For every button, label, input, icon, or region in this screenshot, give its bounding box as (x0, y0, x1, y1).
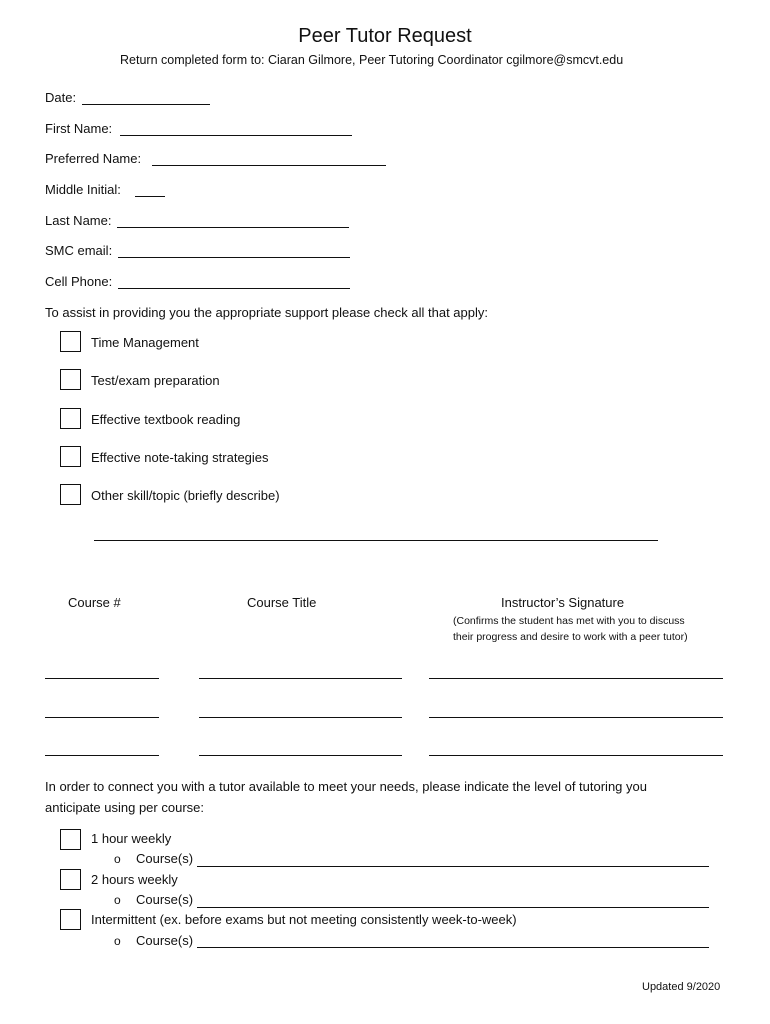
form-title: Peer Tutor Request (298, 25, 472, 47)
middle-initial-label: Middle Initial: (45, 182, 121, 197)
preferred-name-label: Preferred Name: (45, 151, 142, 166)
instructor-signature-field-1[interactable] (429, 678, 723, 679)
cell-phone-label: Cell Phone: (45, 274, 113, 289)
course-number-field-2[interactable] (45, 717, 159, 718)
smc-email-field[interactable] (118, 257, 350, 258)
last-name-field[interactable] (117, 227, 349, 228)
checkbox-textbook-reading[interactable] (60, 408, 81, 429)
middle-initial-field[interactable] (135, 196, 165, 197)
option-textbook-reading: Effective textbook reading (91, 412, 241, 427)
option-intermittent: Intermittent (ex. before exams but not meeting consistently week-to-week) (91, 912, 517, 927)
first-name-field[interactable] (120, 135, 352, 136)
course-number-field-1[interactable] (45, 678, 159, 679)
checkbox-1-hour-weekly[interactable] (60, 829, 81, 850)
checkbox-other-skill[interactable] (60, 484, 81, 505)
tutoring-prompt-line-1: In order to connect you with a tutor available to meet your needs, please indicate the level of tutoring you (45, 779, 647, 794)
bullet-icon: o (114, 852, 121, 866)
course-number-field-3[interactable] (45, 755, 159, 756)
course-title-field-3[interactable] (199, 755, 402, 756)
tutoring-prompt-line-2: anticipate using per course: (45, 800, 204, 815)
last-name-label: Last Name: (45, 213, 112, 228)
bullet-icon: o (114, 893, 121, 907)
course-number-header: Course # (68, 595, 121, 610)
course-title-header: Course Title (247, 595, 317, 610)
option-test-prep: Test/exam preparation (91, 373, 220, 388)
course-label-1: Course(s) (136, 851, 194, 866)
bullet-icon: o (114, 934, 121, 948)
option-1-hour-weekly: 1 hour weekly (91, 831, 172, 846)
course-field-intermittent[interactable] (197, 947, 709, 948)
signature-note-line-1: (Confirms the student has met with you to discuss (453, 615, 685, 627)
smc-email-label: SMC email: (45, 243, 113, 258)
other-skill-description-field[interactable] (94, 540, 658, 541)
checkbox-test-prep[interactable] (60, 369, 81, 390)
checkbox-time-management[interactable] (60, 331, 81, 352)
course-field-2-hours[interactable] (197, 907, 709, 908)
form-subtitle: Return completed form to: Ciaran Gilmore, Peer Tutoring Coordinator cgilmore@smcvt.edu (120, 53, 624, 67)
course-label-2: Course(s) (136, 892, 194, 907)
cell-phone-field[interactable] (118, 288, 350, 289)
instructor-signature-field-3[interactable] (429, 755, 723, 756)
option-2-hours-weekly: 2 hours weekly (91, 872, 178, 887)
signature-note-line-2: their progress and desire to work with a peer tutor) (453, 631, 688, 643)
preferred-name-field[interactable] (152, 165, 386, 166)
option-other-skill: Other skill/topic (briefly describe) (91, 488, 280, 503)
updated-date: Updated 9/2020 (642, 981, 721, 993)
support-prompt: To assist in providing you the appropriate support please check all that apply: (45, 305, 488, 320)
option-note-taking: Effective note-taking strategies (91, 450, 269, 465)
course-title-field-2[interactable] (199, 717, 402, 718)
date-field[interactable] (82, 104, 210, 105)
instructor-signature-header: Instructor’s Signature (501, 595, 625, 610)
first-name-label: First Name: (45, 121, 113, 136)
option-time-management: Time Management (91, 335, 199, 350)
course-field-1-hour[interactable] (197, 866, 709, 867)
checkbox-intermittent[interactable] (60, 909, 81, 930)
course-label-3: Course(s) (136, 933, 194, 948)
course-title-field-1[interactable] (199, 678, 402, 679)
instructor-signature-field-2[interactable] (429, 717, 723, 718)
date-label: Date: (45, 90, 77, 105)
checkbox-note-taking[interactable] (60, 446, 81, 467)
checkbox-2-hours-weekly[interactable] (60, 869, 81, 890)
